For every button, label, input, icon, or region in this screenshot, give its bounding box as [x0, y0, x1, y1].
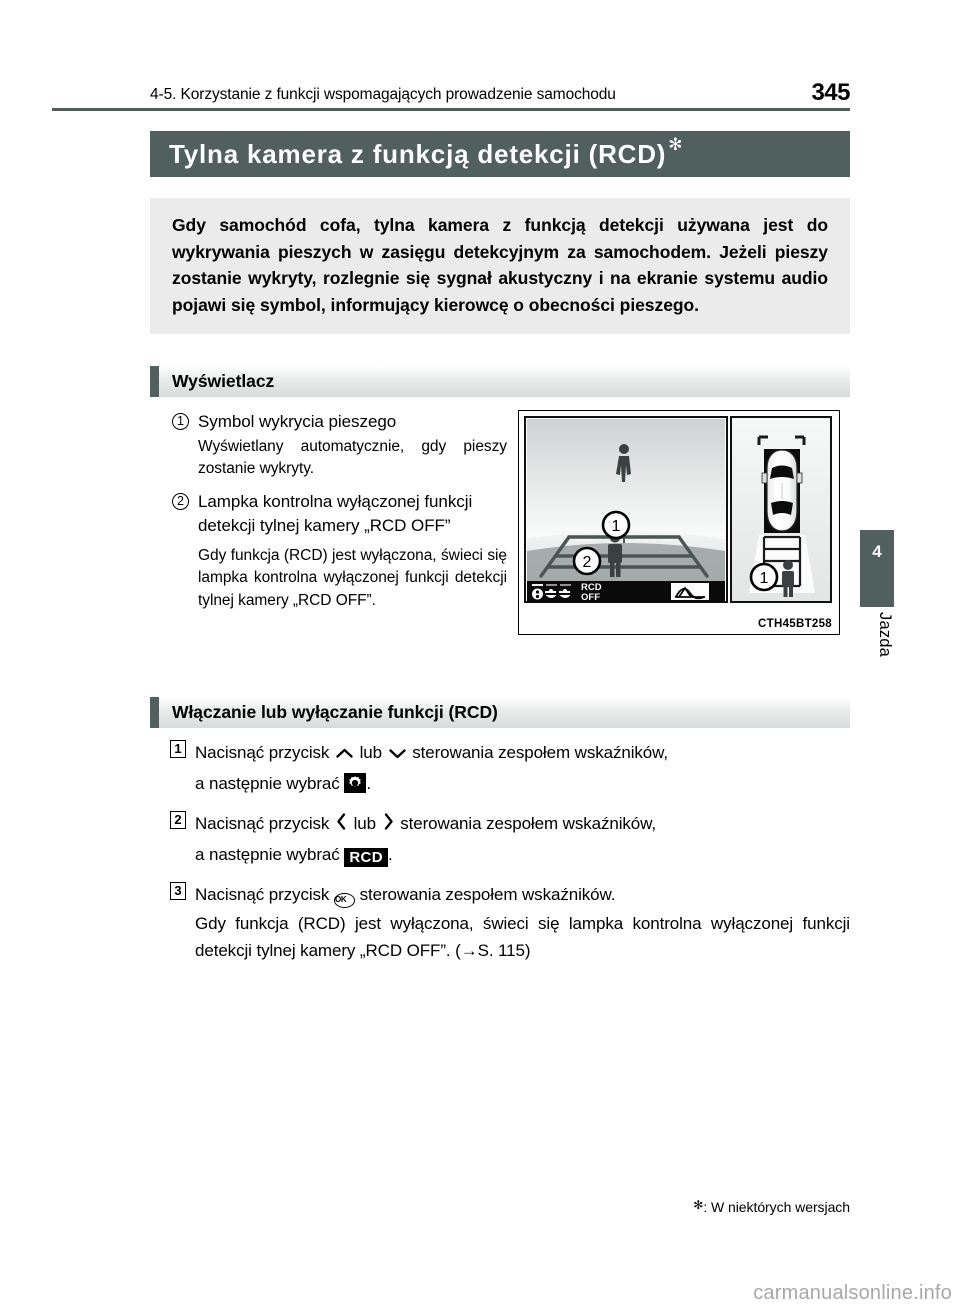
header-rule [52, 108, 850, 111]
step-text-part-e: . [366, 774, 371, 793]
step-text-part-d: a następnie wybrać [195, 845, 340, 864]
step-subtext [195, 840, 850, 870]
svg-text:2: 2 [582, 554, 592, 571]
step-number-2: 2 [170, 811, 186, 829]
item-heading: Symbol wykrycia pieszego [198, 412, 397, 431]
step-text-part-a: Nacisnąć przycisk [195, 885, 330, 904]
section-heading-display: Wyświetlacz [172, 371, 275, 391]
callout-marker-1-topdown [751, 564, 777, 590]
list-item [150, 809, 850, 870]
page-number: 345 [811, 79, 850, 106]
section-header-toggle [150, 697, 850, 728]
status-text-off: OFF [581, 592, 600, 603]
callout-number-1: 1 [172, 413, 189, 430]
step-text-part-b: lub [359, 743, 382, 762]
list-item [150, 738, 850, 799]
step-text-part-c: sterowania zespołem wskaźników, [412, 743, 669, 762]
step-text-part-d: a następnie wybrać [195, 774, 340, 793]
illustration-figure [518, 410, 840, 635]
step-text [195, 738, 850, 769]
car-topdown-icon [767, 450, 797, 531]
footnote-separator: : [703, 1199, 708, 1215]
topdown-view-panel [731, 417, 831, 602]
footnote-marker: ✻ [693, 1198, 704, 1212]
callout-marker-2 [574, 548, 600, 574]
chapter-tab-label: Jazda [876, 612, 894, 658]
step-text-part-a: Nacisnąć przycisk [195, 743, 330, 762]
ok-button-icon: OK [334, 893, 355, 908]
intro-paragraph: Gdy samochód cofa, tylna kamera z funkcją detekcji używana jest do wykrywania pieszych w zasięgu detekcyjnym za samochodem. Jeżeli pieszy zostanie wykryty, rozlegnie się sygnał akustyczny i na ekranie systemu audio pojawi się symbol, informujący kierowcę o obecności pieszego. [172, 215, 828, 315]
step-note: Gdy funkcja (RCD) jest wyłączona, świeci się lampka kontrolna wyłączonej funkcji detekcji tylnej kamery „RCD OFF”. (→S. 115) [195, 914, 850, 960]
rcd-display-illustration [519, 411, 837, 632]
section-title-band [150, 131, 850, 177]
step-text [195, 809, 850, 840]
section-heading-toggle: Włączanie lub wyłączanie funkcji (RCD) [172, 702, 498, 722]
section-header-display [150, 366, 850, 397]
callout-marker-1 [603, 512, 629, 538]
list-item [150, 880, 850, 964]
step-number-3: 3 [170, 882, 186, 900]
step-text-part-a: Nacisnąć przycisk [195, 814, 330, 833]
display-items-column [172, 410, 507, 621]
rcd-menu-chip: RCD [344, 848, 388, 867]
camera-view-panel [525, 417, 727, 603]
chevron-left-icon [334, 810, 349, 840]
watermark: carmanualsonline.info [753, 1282, 952, 1304]
item-body: Gdy funkcja (RCD) jest wyłączona, świeci się lampka kontrolna wyłączonej funkcji detekcji tylnej kamery „RCD OFF”. [198, 546, 507, 609]
section-tab-marker [150, 366, 159, 397]
chevron-right-icon [381, 810, 396, 840]
header-breadcrumb: 4-5. Korzystanie z funkcji wspomagających prowadzenie samochodu [150, 86, 616, 103]
list-item [172, 410, 507, 481]
chevron-up-icon [334, 739, 355, 769]
step-text-part-c: sterowania zespołem wskaźników. [359, 885, 616, 904]
section-tab-marker [150, 697, 159, 728]
step-text-part-b: lub [353, 814, 376, 833]
footnote-text: W niektórych wersjach [711, 1199, 850, 1215]
title-asterisk-marker: ✻ [668, 134, 683, 154]
item-body: Wyświetlany automatycznie, gdy pieszy zostanie wykryty. [198, 437, 507, 477]
svg-text:1: 1 [759, 570, 769, 587]
list-item [172, 490, 507, 613]
step-number-1: 1 [170, 740, 186, 758]
footnote [150, 1199, 850, 1215]
chevron-down-icon [387, 739, 408, 769]
status-text-rcd: RCD [581, 582, 602, 593]
page-header [150, 70, 850, 104]
step-text [195, 880, 850, 910]
step-text-part-c: sterowania zespołem wskaźników, [400, 814, 657, 833]
display-section-body [150, 406, 850, 651]
chapter-number: 4 [872, 542, 882, 561]
chapter-tab [860, 530, 894, 607]
page-title: Tylna kamera z funkcją detekcji (RCD) [169, 138, 667, 169]
item-heading: Lampka kontrolna wyłączonej funkcji detekcji tylnej kamery „RCD OFF” [198, 491, 473, 535]
gear-icon [344, 773, 366, 793]
procedure-steps [150, 738, 850, 974]
intro-callout-box [150, 198, 850, 334]
figure-caption: CTH45BT258 [758, 618, 832, 630]
step-text-part-e: . [388, 845, 393, 864]
callout-number-2: 2 [172, 493, 189, 510]
svg-text:1: 1 [611, 518, 621, 535]
status-bar [527, 581, 725, 603]
step-subtext [195, 769, 850, 799]
